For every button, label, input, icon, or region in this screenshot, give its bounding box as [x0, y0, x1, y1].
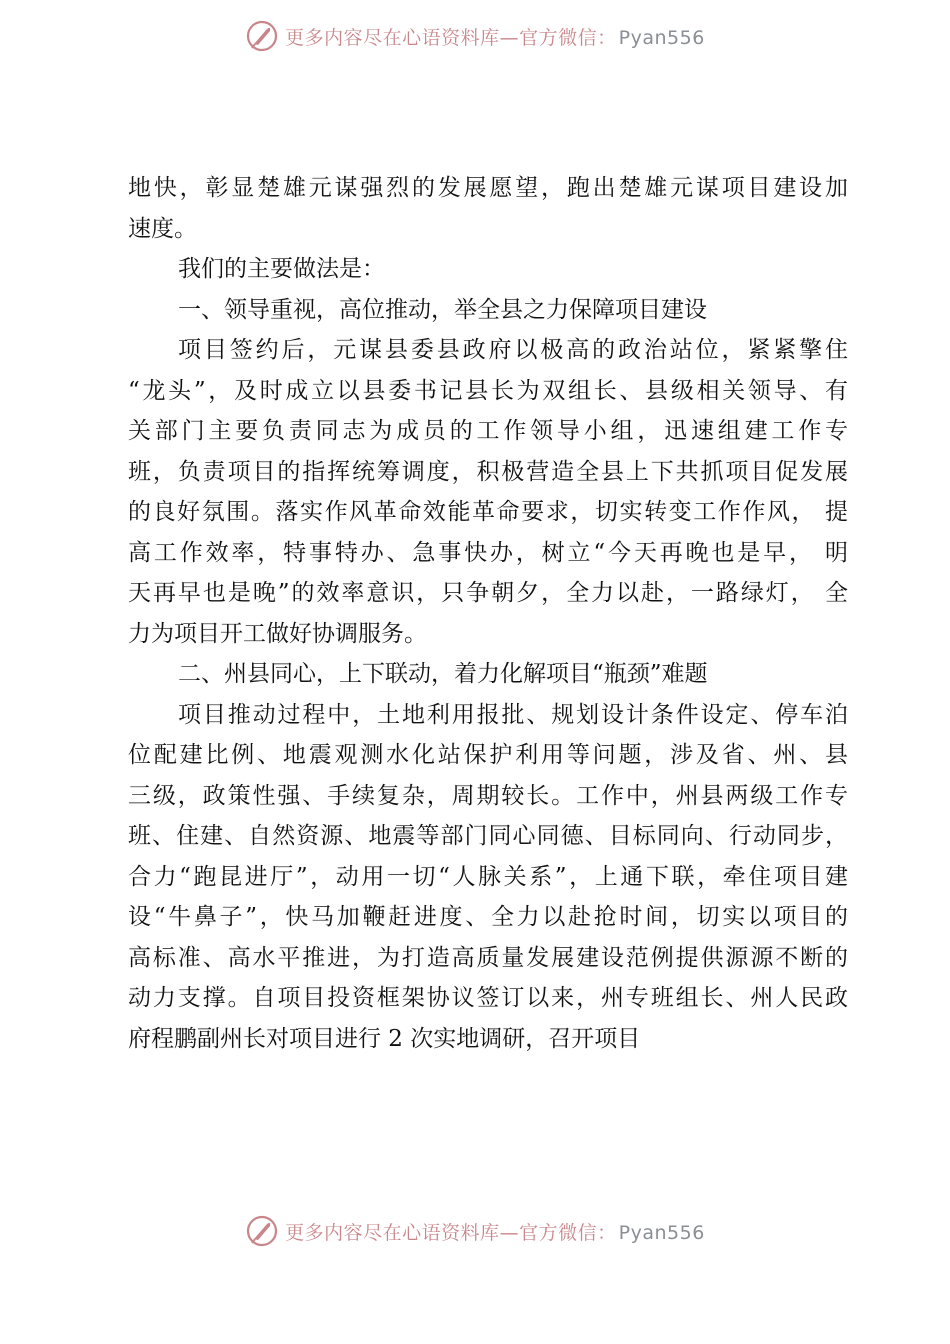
watermark-text	[285, 23, 705, 50]
body-line: 位配建比例、地震观测水化站保护利用等问题，涉及省、州、县	[128, 742, 848, 768]
body-line: “龙头”，及时成立以县委书记县长为双组长、县级相关领导、有	[128, 377, 848, 404]
body-line: 速度。	[128, 215, 197, 242]
body-line: 府程鹏副州长对项目进行 2 次实地调研，召开项目	[128, 1025, 641, 1052]
watermark-id: Pyan556	[618, 26, 705, 49]
body-line: 关部门主要负责同志为成员的工作领导小组，迅速组建工作专	[128, 418, 848, 444]
intro-line: 我们的主要做法是：	[178, 256, 385, 282]
body-line: 班、住建、自然资源、地震等部门同心同德、目标同向、行动同步，	[128, 823, 848, 849]
body-line: 动力支撑。自项目投资框架协议签订以来，州专班组长、州人民政	[128, 985, 848, 1011]
body-line: 高标准、高水平推进，为打造高质量发展建设范例提供源源不断的	[128, 944, 848, 971]
watermark-footer	[0, 1209, 950, 1253]
body-line: 合力“跑昆进厅”，动用一切“人脉关系”，上通下联，牵住项目建	[128, 863, 848, 890]
body-line: 的良好氛围。落实作风革命效能革命要求，切实转变工作作风， 提	[128, 499, 848, 525]
body-line: 地快，彰显楚雄元谋强烈的发展愿望，跑出楚雄元谋项目建设加	[128, 175, 848, 201]
body-line: 项目推动过程中，土地利用报批、规划设计条件设定、停车泊	[178, 701, 848, 728]
document-body	[128, 168, 848, 1059]
body-line: 设“牛鼻子”，快马加鞭赶进度、全力以赴抢时间，切实以项目的	[128, 904, 848, 930]
watermark-id: Pyan556	[618, 1221, 705, 1244]
quill-logo-icon	[245, 1214, 279, 1248]
section-heading-1: 一、领导重视，高位推动，举全县之力保障项目建设	[178, 296, 707, 323]
watermark-text	[285, 1218, 705, 1245]
body-line: 项目签约后，元谋县委县政府以极高的政治站位，紧紧擎住	[178, 337, 848, 363]
body-line: 三级，政策性强、手续复杂，周期较长。工作中，州县两级工作专	[128, 782, 848, 809]
section-heading-2: 二、州县同心，上下联动，着力化解项目“瓶颈”难题	[178, 661, 708, 687]
body-line: 力为项目开工做好协调服务。	[128, 620, 427, 647]
body-line: 高工作效率，特事特办、急事快办，树立“今天再晚也是早， 明	[128, 539, 848, 566]
body-line: 班，负责项目的指挥统筹调度，积极营造全县上下共抓项目促发展	[128, 458, 848, 485]
body-line: 天再早也是晚”的效率意识，只争朝夕，全力以赴，一路绿灯， 全	[128, 580, 848, 606]
watermark-header	[0, 14, 950, 58]
quill-logo-icon	[245, 19, 279, 53]
watermark-label: 更多内容尽在心语资料库—官方微信：	[285, 26, 617, 49]
watermark-label: 更多内容尽在心语资料库—官方微信：	[285, 1221, 617, 1244]
